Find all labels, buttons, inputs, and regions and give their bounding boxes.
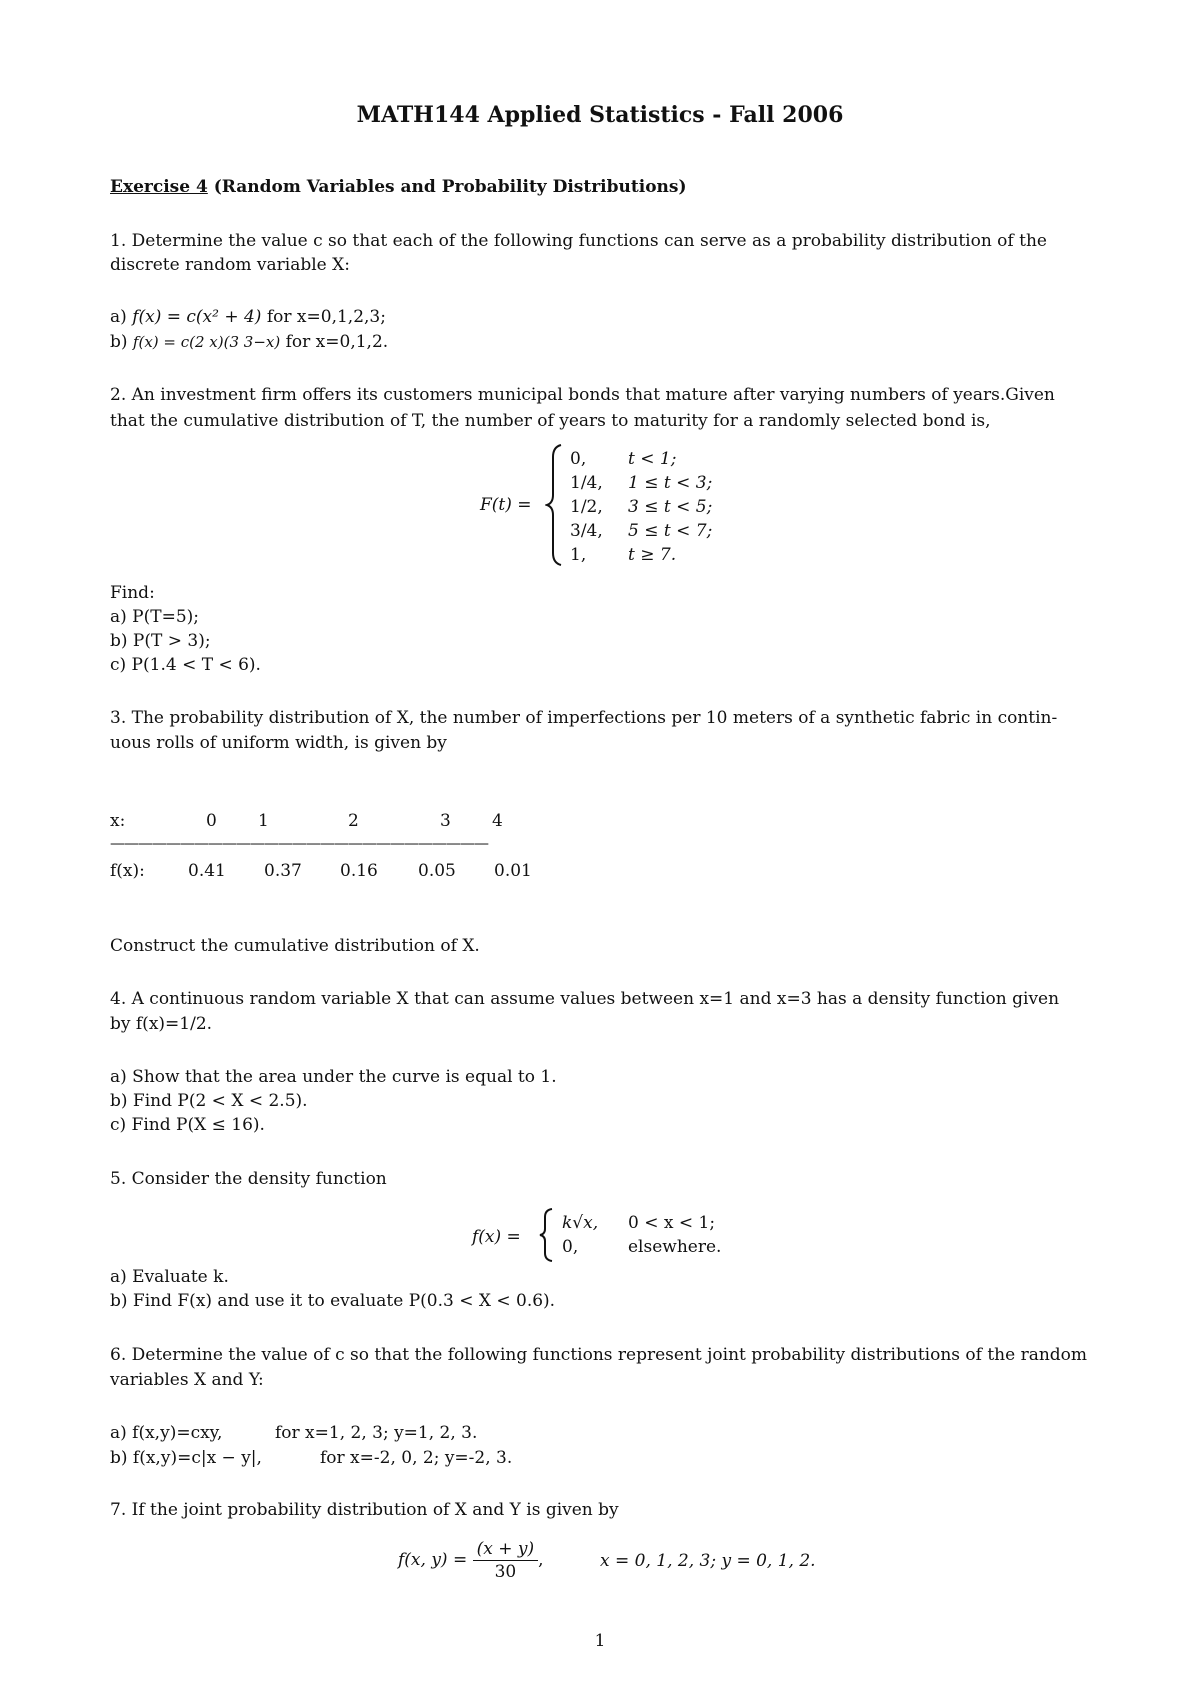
- q1-b-suffix: for x=0,1,2.: [285, 332, 389, 352]
- q4-item: a) Show that the area under the curve is equal to 1.: [110, 1067, 557, 1087]
- q2-item: c) P(1.4 < T < 6).: [110, 655, 261, 675]
- q2-case-cond: 5 ≤ t < 7;: [628, 521, 713, 541]
- q2-piecewise-lhs: F(t) =: [480, 495, 532, 515]
- q7-text: 7. If the joint probability distribution of X and Y is given by: [110, 1500, 619, 1520]
- q4-item: c) Find P(X ≤ 16).: [110, 1115, 265, 1135]
- q4-text-line2: by f(x)=1/2.: [110, 1014, 213, 1034]
- q5-text: 5. Consider the density function: [110, 1169, 387, 1189]
- q2-item: a) P(T=5);: [110, 607, 200, 627]
- exercise-heading: [110, 176, 687, 198]
- q3-x-label: x:: [110, 811, 126, 831]
- q2-left-brace: [545, 443, 565, 567]
- q2-case-cond: 1 ≤ t < 3;: [628, 473, 713, 493]
- page-number: 1: [594, 1631, 606, 1651]
- q7-equation: f(x, y) = $\frac{(x + y)}{30}$ ,: [398, 1539, 544, 1582]
- q6-a-domain: for x=1, 2, 3; y=1, 2, 3.: [275, 1423, 478, 1443]
- q3-f-value: 0.41: [188, 861, 226, 881]
- q1-b-prefix: b): [110, 332, 128, 352]
- q2-case-value: 1/4,: [570, 473, 603, 493]
- q3-f-value: 0.01: [494, 861, 532, 881]
- q2-find-label: Find:: [110, 583, 155, 603]
- q7-denominator: 30: [494, 1562, 517, 1582]
- q5-item: a) Evaluate k.: [110, 1267, 229, 1287]
- q2-text-line1: 2. An investment firm offers its customers municipal bonds that mature after varying numbers of years.Given: [110, 385, 1055, 405]
- q1-a-prefix: a): [110, 307, 127, 327]
- q5-case-value: k√x,: [562, 1213, 599, 1233]
- q6-text-line2: variables X and Y:: [110, 1370, 264, 1390]
- q2-text-line2: that the cumulative distribution of T, the number of years to maturity for a randomly selected bond is,: [110, 411, 991, 431]
- q3-x-value: 3: [440, 811, 451, 831]
- q7-lhs: f(x, y) =: [398, 1550, 468, 1570]
- q2-case-value: 0,: [570, 449, 587, 469]
- q7-domain: x = 0, 1, 2, 3; y = 0, 1, 2.: [600, 1551, 816, 1571]
- q5-case-value: 0,: [562, 1237, 579, 1257]
- q3-text-line1: 3. The probability distribution of X, the number of imperfections per 10 meters of a synthetic fabric in contin-: [110, 708, 1058, 728]
- q1-part-b: [110, 331, 388, 353]
- page-title: MATH144 Applied Statistics - Fall 2006: [356, 102, 844, 128]
- q2-case-value: 3/4,: [570, 521, 603, 541]
- q7-numerator: (x + y): [473, 1538, 539, 1561]
- q2-case-value: 1,: [570, 545, 587, 565]
- exercise-topic: (Random Variables and Probability Distributions): [213, 177, 687, 197]
- q2-case-cond: 3 ≤ t < 5;: [628, 497, 713, 517]
- q2-item: b) P(T > 3);: [110, 631, 211, 651]
- q5-case-cond: 0 < x < 1;: [628, 1213, 716, 1233]
- q5-case-cond: elsewhere.: [628, 1237, 722, 1257]
- q1-b-math: f(x) = c(2 x)(3 3−x): [132, 333, 281, 351]
- q4-item: b) Find P(2 < X < 2.5).: [110, 1091, 308, 1111]
- q3-f-value: 0.05: [418, 861, 456, 881]
- exercise-label: Exercise 4: [110, 177, 208, 197]
- q5-item: b) Find F(x) and use it to evaluate P(0.3 < X < 0.6).: [110, 1291, 556, 1311]
- q4-text-line1: 4. A continuous random variable X that can assume values between x=1 and x=3 has a density function given: [110, 989, 1060, 1009]
- q3-f-value: 0.16: [340, 861, 378, 881]
- q6-a-function: a) f(x,y)=cxy,: [110, 1423, 223, 1443]
- q1-text-line2: discrete random variable X:: [110, 255, 350, 275]
- q1-text-line1: 1. Determine the value c so that each of the following functions can serve as a probability distribution of the: [110, 231, 1047, 251]
- q3-table-rule: ———————————————————————————: [110, 834, 488, 852]
- q3-x-value: 4: [492, 811, 503, 831]
- q6-b-domain: for x=-2, 0, 2; y=-2, 3.: [320, 1448, 513, 1468]
- q1-a-math: f(x) = c(x² + 4): [132, 307, 262, 327]
- q2-case-value: 1/2,: [570, 497, 603, 517]
- q3-x-value: 1: [258, 811, 269, 831]
- q3-text-line2: uous rolls of uniform width, is given by: [110, 733, 447, 753]
- q3-f-value: 0.37: [264, 861, 302, 881]
- q3-f-label: f(x):: [110, 861, 145, 881]
- q3-task: Construct the cumulative distribution of X.: [110, 936, 480, 956]
- q7-fraction: [473, 1538, 539, 1583]
- q2-case-cond: t < 1;: [628, 449, 677, 469]
- q5-left-brace: [538, 1207, 556, 1263]
- q1-a-suffix: for x=0,1,2,3;: [266, 307, 386, 327]
- q6-text-line1: 6. Determine the value of c so that the following functions represent joint probability distributions of the random: [110, 1345, 1088, 1365]
- q3-x-value: 0: [206, 811, 217, 831]
- q6-b-function: b) f(x,y)=c|x − y|,: [110, 1448, 262, 1468]
- q1-part-a: [110, 306, 386, 328]
- q5-piecewise-lhs: f(x) =: [472, 1227, 521, 1247]
- q2-case-cond: t ≥ 7.: [628, 545, 677, 565]
- q3-x-value: 2: [348, 811, 359, 831]
